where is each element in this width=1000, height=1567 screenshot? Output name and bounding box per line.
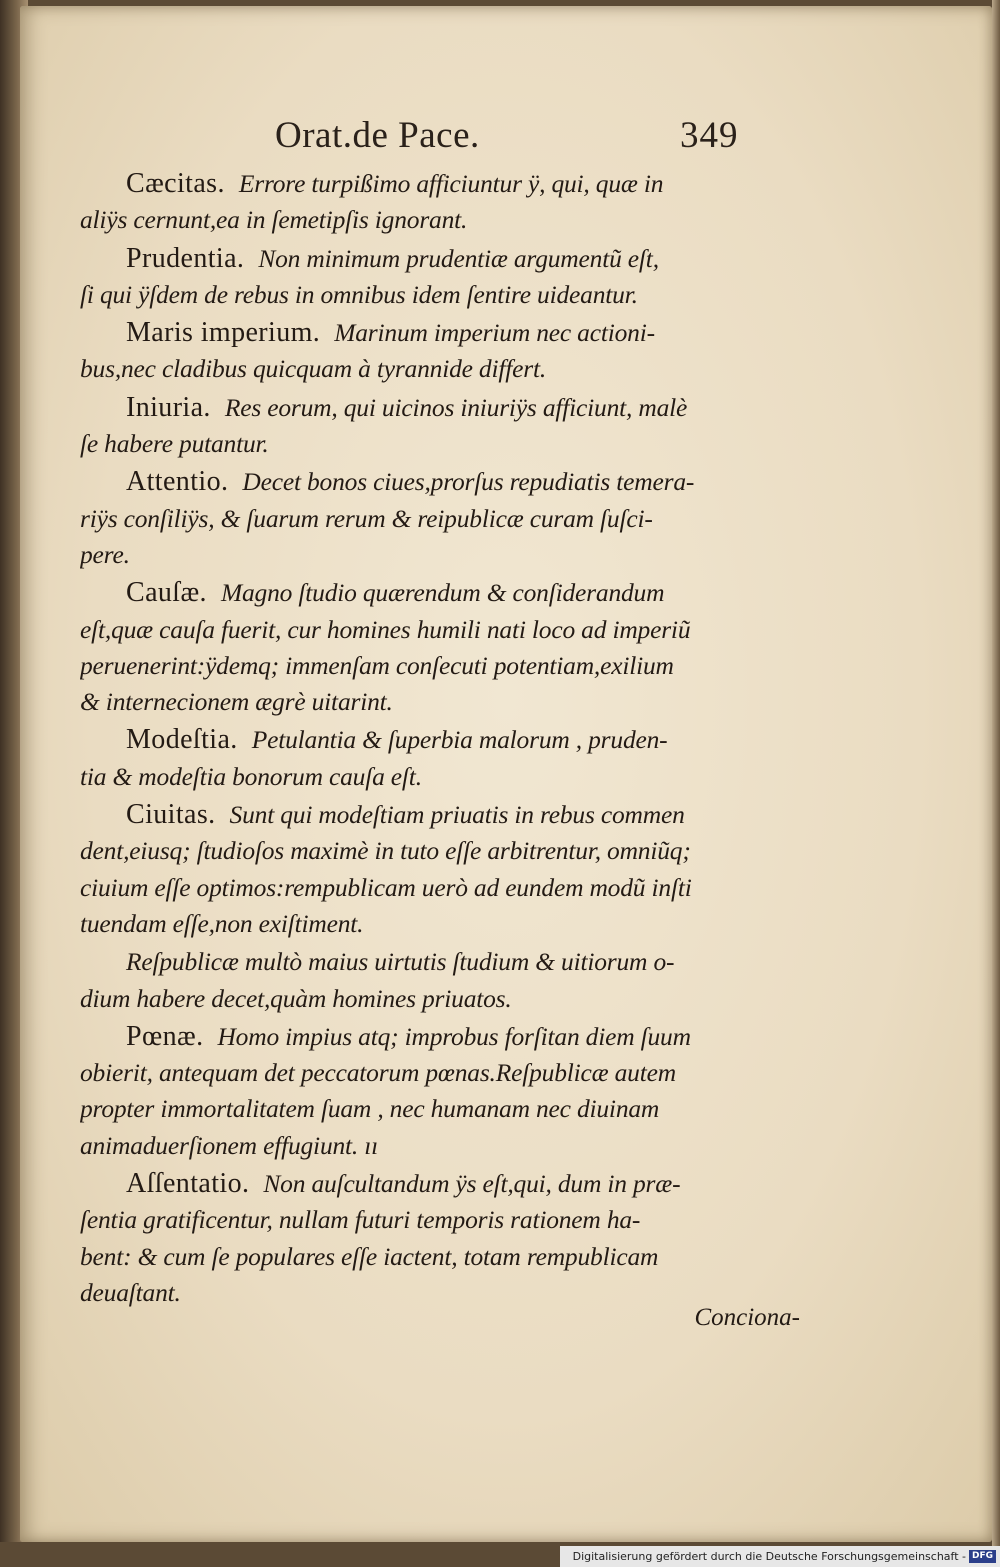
- entry-paragraph: [80, 797, 780, 942]
- line-text: tuendam eſſe,non exiſtiment.: [80, 908, 364, 938]
- page-fore-edge: [992, 0, 1000, 1567]
- text-line: [80, 1019, 780, 1055]
- entry-paragraph: [80, 722, 780, 795]
- line-text: Marinum imperium nec actioni-: [334, 318, 655, 348]
- line-text: Decet bonos ciues,prorſus repudiatis temera-: [242, 467, 695, 497]
- text-line: [80, 1202, 780, 1238]
- line-text: ſentia gratificentur, nullam futuri temporis rationem ha-: [80, 1205, 641, 1235]
- text-line: [80, 426, 780, 462]
- line-text: ſe habere putantur.: [80, 429, 269, 459]
- marginal-rubric: Aſſentatio.: [126, 1168, 250, 1200]
- line-text: ſi qui ÿſdem de rebus in omnibus idem ſentire uideantur.: [80, 279, 638, 309]
- text-line: [80, 833, 780, 869]
- text-line: [80, 575, 780, 611]
- text-line: [80, 501, 780, 537]
- text-line: [80, 1166, 780, 1202]
- running-title: Orat.de Pace.: [275, 115, 480, 156]
- text-line: [80, 537, 780, 573]
- line-text: animaduerſionem effugiunt. ıı: [80, 1130, 379, 1160]
- line-text: Non minimum prudentiæ argumentũ eſt,: [258, 243, 659, 273]
- line-text: propter immortalitatem ſuam , nec humanam nec diuinam: [80, 1094, 660, 1124]
- text-line: [80, 464, 780, 500]
- line-text: peruenerint:ÿdemq; immenſam conſecuti potentiam,exilium: [80, 650, 674, 680]
- text-line: [80, 1239, 780, 1275]
- text-line: [80, 759, 780, 795]
- credit-text: Digitalisierung gefördert durch die Deutsche Forschungsgemeinschaft -: [572, 1550, 966, 1563]
- text-line: [80, 202, 780, 238]
- text-line: [80, 870, 780, 906]
- text-line: [80, 351, 780, 387]
- entry-paragraph: [80, 944, 780, 1017]
- line-text: Sunt qui modeſtiam priuatis in rebus commen: [229, 800, 685, 830]
- book-page: [20, 6, 992, 1542]
- catchword: Conciona-: [694, 1304, 800, 1331]
- entry-paragraph: [80, 575, 780, 720]
- line-text: Errore turpißimo afficiuntur ÿ, qui, quæ in: [238, 169, 664, 198]
- text-line: [80, 1128, 780, 1164]
- marginal-rubric: Modeſtia.: [126, 724, 238, 756]
- text-line: [80, 1055, 780, 1091]
- text-line: [80, 612, 780, 648]
- page-header: [20, 114, 992, 164]
- marginal-rubric: Pœnæ.: [126, 1020, 204, 1052]
- text-line: [80, 722, 780, 758]
- text-line: [80, 981, 780, 1017]
- entry-paragraph: [80, 1166, 780, 1311]
- line-text: bent: & cum ſe populares eſſe iactent, totam rempublicam: [80, 1241, 659, 1271]
- entry-paragraph: [80, 1019, 780, 1164]
- text-line: [80, 648, 780, 684]
- line-text: Non auſcultandum ÿs eſt,qui, dum in præ-: [263, 1169, 681, 1199]
- entry-paragraph: [80, 241, 780, 314]
- line-text: Petulantia & ſuperbia malorum , pruden-: [251, 725, 668, 755]
- entry-paragraph: [80, 315, 780, 388]
- text-line: [80, 241, 780, 277]
- line-text: & internecionem ægrè uitarint.: [80, 687, 393, 717]
- marginal-rubric: Cæcitas.: [126, 168, 225, 199]
- marginal-rubric: Ciuitas.: [126, 799, 216, 831]
- text-line: [80, 797, 780, 833]
- text-line: [80, 166, 780, 202]
- entry-paragraph: [80, 464, 780, 573]
- line-text: deuaſtant.: [80, 1277, 181, 1307]
- line-text: Magno ſtudio quærendum & conſiderandum: [220, 578, 665, 608]
- line-text: Res eorum, qui uicinos iniuriÿs afficiunt, malè: [224, 392, 688, 422]
- entry-paragraph: [80, 390, 780, 463]
- marginal-rubric: Maris imperium.: [126, 317, 321, 349]
- line-text: tia & modeſtia bonorum cauſa eſt.: [80, 761, 422, 791]
- line-text: eſt,quæ cauſa fuerit, cur homines humili nati loco ad imperiũ: [80, 614, 691, 644]
- line-text: obierit, antequam det peccatorum pœnas.Reſpublicæ autem: [80, 1058, 676, 1088]
- line-text: dent,eiusq; ſtudioſos maximè in tuto eſſe arbitrentur, omniũq;: [80, 836, 691, 866]
- marginal-rubric: Attentio.: [126, 466, 229, 498]
- page-number: 349: [680, 115, 739, 156]
- line-text: bus,nec cladibus quicquam à tyrannide differt.: [80, 354, 547, 384]
- line-text: Homo impius atq; improbus forſitan diem ſuum: [217, 1021, 691, 1051]
- line-text: ciuium eſſe optimos:rempublicam uerò ad eundem modũ inſti: [80, 872, 692, 902]
- scan-background-bottom: [0, 1542, 560, 1567]
- text-line: [80, 684, 780, 720]
- text-line: [80, 944, 780, 980]
- text-line: [80, 1091, 780, 1127]
- marginal-rubric: Iniuria.: [126, 391, 211, 423]
- text-line: [80, 315, 780, 351]
- line-text: riÿs conſiliÿs, & ſuarum rerum & reipublicæ curam ſuſci-: [80, 503, 653, 533]
- dfg-logo: DFG: [969, 1550, 996, 1563]
- line-text: dium habere decet,quàm homines priuatos.: [80, 983, 512, 1013]
- entry-paragraph: [80, 166, 780, 239]
- digitization-credit: [560, 1546, 1000, 1567]
- marginal-rubric: Cauſæ.: [126, 577, 207, 609]
- line-text: Reſpublicæ multò maius uirtutis ſtudium & uitiorum o-: [126, 947, 675, 977]
- page-body: [80, 166, 780, 1311]
- line-text: pere.: [80, 539, 130, 569]
- marginal-rubric: Prudentia.: [126, 242, 245, 274]
- text-line: [80, 277, 780, 313]
- text-line: [80, 390, 780, 426]
- text-line: [80, 906, 780, 942]
- line-text: aliÿs cernunt,ea in ſemetipſis ignorant.: [80, 205, 468, 235]
